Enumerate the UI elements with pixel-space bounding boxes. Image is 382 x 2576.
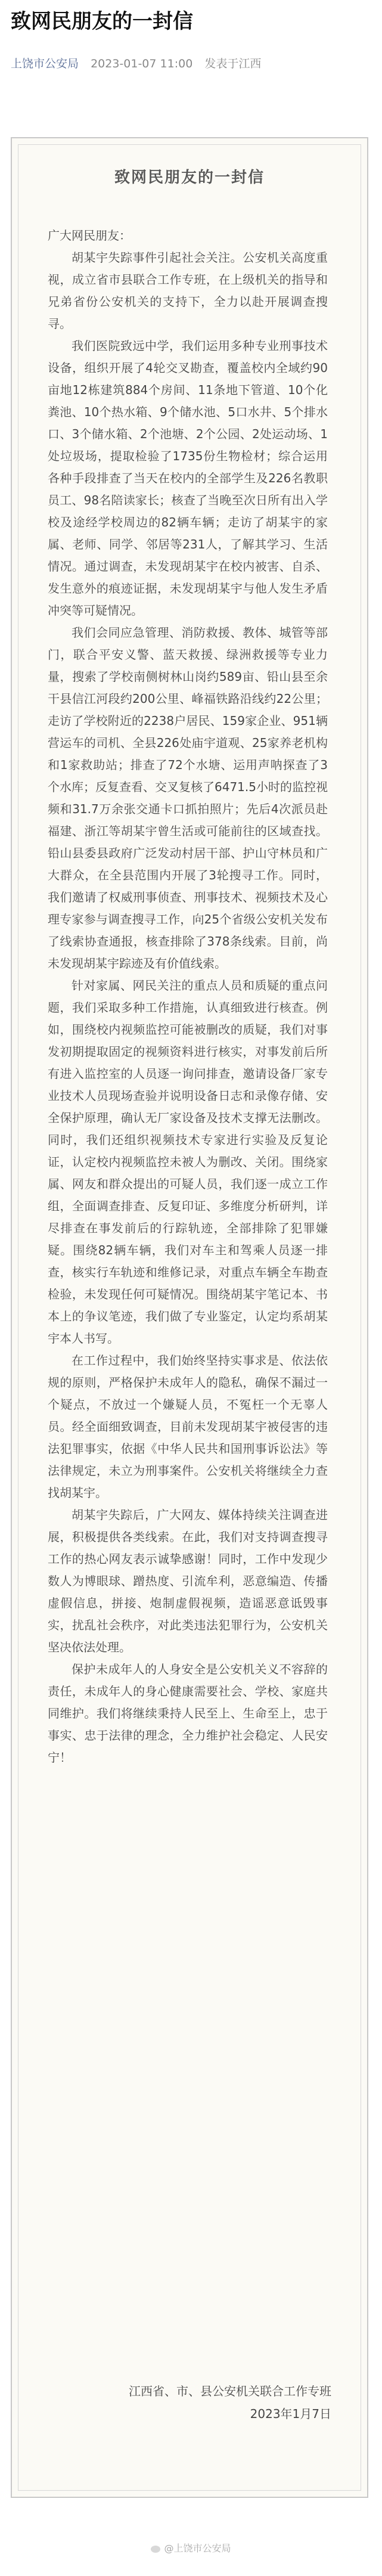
watermark [0, 2541, 382, 2555]
letter-card [11, 137, 368, 2498]
letter-paragraph: 我们医院致远中学，我们运用多种专业刑事技术设备，组织开展了4轮交叉勘查，覆盖校内全域约90亩地12栋建筑884个房间、11条地下管道、10个化粪池、10个热水箱、9个储水池、5口水井、5个排水口、3个储水箱、2个池塘、2个公园、2处运动场、1处垃圾场，提取检验了1735份生物检材；综合运用各种手段排查了当天在校内的全部学生及226名教职员工、98名陪读家长；核查了当晚至次日所有出入学校及途经学校周边的82辆车辆；走访了胡某宇的家属、老师、同学、邻居等231人，了解其学习、生活情况。通过调查，未发现胡某宇在校内被害、自杀、发生意外的痕迹证据，未发现胡某宇与他人发生矛盾冲突等可疑情况。 [48, 339, 328, 618]
watermark-text: @上饶市公安局 [164, 2543, 231, 2554]
article-title: 致网民朋友的一封信 [11, 10, 193, 33]
signature-org: 江西省、市、县公安机关联合工作专班 [129, 2384, 331, 2398]
signature-date: 2023年1月7日 [250, 2407, 331, 2421]
letter-signature [129, 2380, 331, 2425]
letter-salutation: 广大网民朋友： [48, 228, 131, 243]
publish-location: 发表于江西 [204, 57, 262, 70]
letter-paragraph: 胡某宇失踪后，广大网友、媒体持续关注调查进展，积极提供各类线索。在此，我们对支持调查搜寻工作的热心网友表示诚挚感谢！同时，工作中发现少数人为博眼球、蹭热度、引流牟利，恶意编造、传播虚假信息，拼接、炮制虚假视频，造谣恶意诋毁事实，扰乱社会秩序，对此类违法犯罪行为，公安机关坚决依法处理。 [48, 1508, 328, 1654]
letter-paragraph: 保护未成年人的人身安全是公安机关义不容辞的责任，未成年人的身心健康需要社会、学校、家庭共同维护。我们将继续秉持人民至上、生命至上，忠于事实、忠于法律的理念，全力维护社会稳定、人民安宁！ [48, 1662, 328, 1765]
letter-paragraph: 针对家属、网民关注的重点人员和质疑的重点问题，我们采取多种工作措施，认真细致进行核查。例如，围绕校内视频监控可能被删改的质疑，我们对事发初期提取固定的视频资料进行核实，对事发前后所有进入监控室的人员逐一询问排查，邀请设备厂家专业技术人员现场查验并说明设备日志和录像存储、安全保护原理，确认无厂家设备及技术支撑无法删改。同时，我们还组织视频技术专家进行实验及反复论证，认定校内视频监控未被人为删改、关闭。围绕家属、网友和群众提出的可疑人员，我们逐一成立工作组，全面调查排查、反复印证、多维度分析研判，详尽排查在事发前后的行踪轨迹，全部排除了犯罪嫌疑。围绕82辆车辆，我们对车主和驾乘人员逐一排查，核实行车轨迹和维修记录，对重点车辆全车勘查检验，未发现任何可疑情况。围绕胡某宇笔记本、书本上的争议笔迹，我们做了专业鉴定，认定均系胡某宇本人书写。 [48, 978, 328, 1346]
publish-time: 2023-01-07 11:00 [91, 57, 193, 70]
article-meta [11, 55, 261, 71]
letter-title: 致网民朋友的一封信 [114, 169, 265, 187]
letter-paragraph: 胡某宇失踪事件引起社会关注。公安机关高度重视，成立省市县联合工作专班，在上级机关的指导和兄弟省份公安机关的支持下，全力以赴开展调查搜寻。 [48, 250, 328, 331]
letter-paragraph: 我们会同应急管理、消防救援、教体、城管等部门，联合平安义警、蓝天救援、绿洲救援等专业力量，搜索了学校南侧树林山岗约589亩、铅山县至余干县信江河段约200公里、峰福铁路沿线约22公里；走访了学校附近的2238户居民、159家企业、951辆营运车的司机、全县226处庙宇道观、25家养老机构和1家救助站；排查了72个水塘、运用声呐探查了3个水库；反复查看、交叉复核了6471.5小时的监控视频和31.7万余张交通卡口抓拍照片；先后4次派员赴福建、浙江等胡某宇曾生活或可能前往的区域查找。铅山县委县政府广泛发动村居干部、护山守林员和广大群众，在全县范围内开展了3轮搜寻工作。同时，我们邀请了权威刑事侦查、刑事技术、视频技术及心理专家参与调查搜寻工作，向25个省级公安机关发布了线索协查通报，核查排除了378条线索。目前，尚未发现胡某宇踪迹及有价值线索。 [48, 625, 328, 971]
letter-body [48, 225, 328, 1769]
source-account-link[interactable]: 上饶市公安局 [11, 57, 79, 70]
weibo-icon [151, 2546, 160, 2553]
letter-paragraph: 在工作过程中，我们始终坚持实事求是、依法依规的原则，严格保护未成年人的隐私，确保不漏过一个疑点，不放过一个嫌疑人员，不冤枉一个无辜人员。经全面细致调查，目前未发现胡某宇被侵害的违法犯罪事实，依据《中华人民共和国刑事诉讼法》等法律规定，未立为刑事案件。公安机关将继续全力查找胡某宇。 [48, 1353, 328, 1500]
